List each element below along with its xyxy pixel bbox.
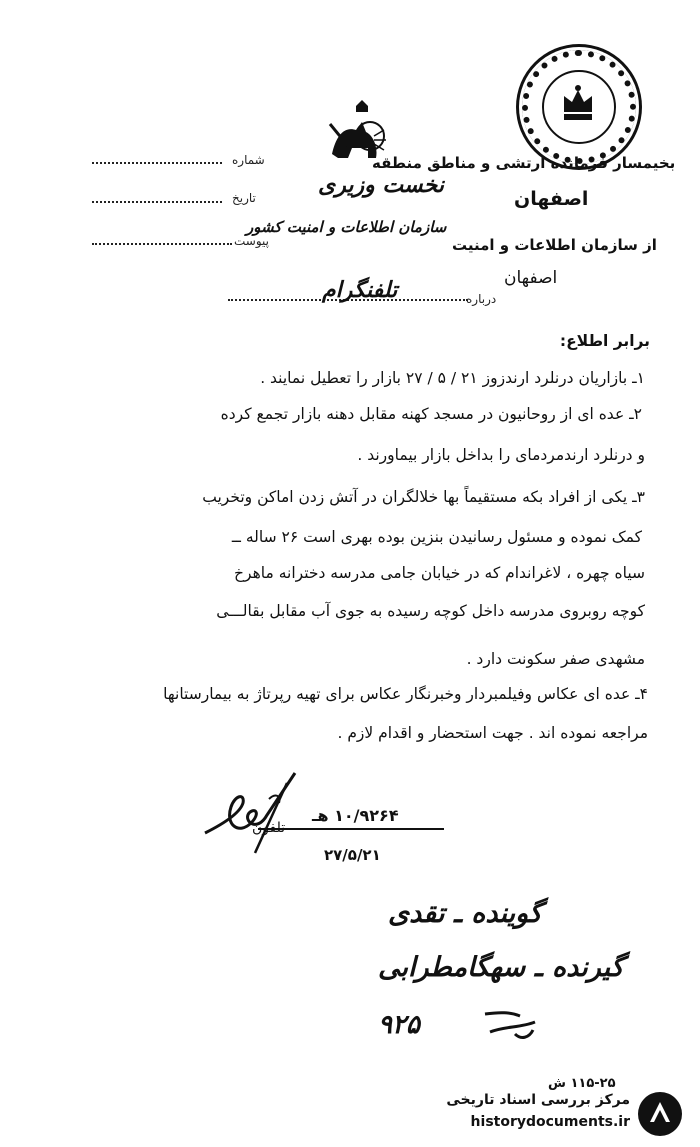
body-line: ۳ـ یکی از افراد بکه مستقیماً بها خلالگران در آتش زدن اماکن وتخریب <box>202 488 645 506</box>
archive-code: ۱۱۵-۲۵ ش <box>548 1076 616 1091</box>
handwritten-note-receiver: گیرنده ـ سهگامطرابی <box>378 952 624 983</box>
handwritten-note-speaker: گوینده ـ تقدی <box>388 898 542 929</box>
addressee-line-1: بخیمسار فرمانده ارتشی و مناطق منطقه <box>372 154 676 172</box>
number-label: شماره <box>232 153 265 167</box>
archive-logo-icon <box>638 1092 682 1136</box>
reference-underline <box>258 828 444 830</box>
number-field-line <box>92 162 222 164</box>
watermark-title: مرکز بررسی اسناد تاریخی <box>446 1092 630 1108</box>
body-line: کمک نموده و مسئول رسانیدن بنزین بوده بهری است ۲۶ ساله ــ <box>231 528 642 546</box>
body-line: و درنلرد ارندمردمای را بداخل بازار بیماورند . <box>357 446 645 464</box>
telephone-label: تلفون <box>252 820 286 836</box>
reference-number: ۱۰/۹۲۶۴ هـ <box>312 806 399 825</box>
body-line: مشهدی صفر سکونت دارد . <box>466 650 645 668</box>
subject-label: درباره <box>466 292 497 306</box>
subject-value: تلفنگرام <box>322 277 398 303</box>
ministry-title: نخست وزیری <box>318 172 444 198</box>
body-line: ۱ـ بازاریان درنلرد ارندزوز ۲۱ / ۵ / ۲۷ بازار را تعطیل نمایند . <box>260 369 645 387</box>
addressee-city-1: اصفهان <box>514 188 589 210</box>
body-line: ۲ـ عده ای از روحانیون در مسجد کهنه مقابل دهنه بازار تجمع کرده <box>220 405 642 423</box>
opening-line: برابر اطلاع: <box>559 332 650 350</box>
official-seal <box>522 50 636 164</box>
body-line: سیاه چهره ، لاغراندام که در خیابان جامی مدرسه دخترانه ماهرخ <box>234 564 645 582</box>
org-subtitle: سازمان اطلاعات و امنیت کشور <box>246 218 447 236</box>
date-label: تاریخ <box>232 191 256 205</box>
attachment-field-line <box>92 243 232 245</box>
crown-icon <box>558 82 598 128</box>
body-line: ۴ـ عده ای عکاس وفیلمبردار وخبرنگار عکاس برای تهیه رپرتاژ به بیمارستانها <box>163 685 648 703</box>
attachment-label: پیوست <box>234 234 269 248</box>
watermark <box>410 1084 692 1142</box>
watermark-site: historydocuments.ir <box>470 1114 630 1130</box>
addressee-line-2: از سازمان اطلاعات و امنیت <box>452 236 657 254</box>
reference-date: ۲۷/۵/۲۱ <box>324 846 381 864</box>
body-line: مراجعه نموده اند . جهت استحضار و اقدام لازم . <box>337 724 648 742</box>
addressee-city-2: اصفهان <box>504 268 558 288</box>
handwritten-flourish <box>480 1004 540 1044</box>
date-field-line <box>92 201 222 203</box>
signature <box>195 763 315 858</box>
body-line: کوچه روبروی مدرسه داخل کوچه رسیده به جوی آب مقابل بقالـــی <box>216 602 645 620</box>
handwritten-note-number: ۹۲۵ <box>378 1010 420 1040</box>
